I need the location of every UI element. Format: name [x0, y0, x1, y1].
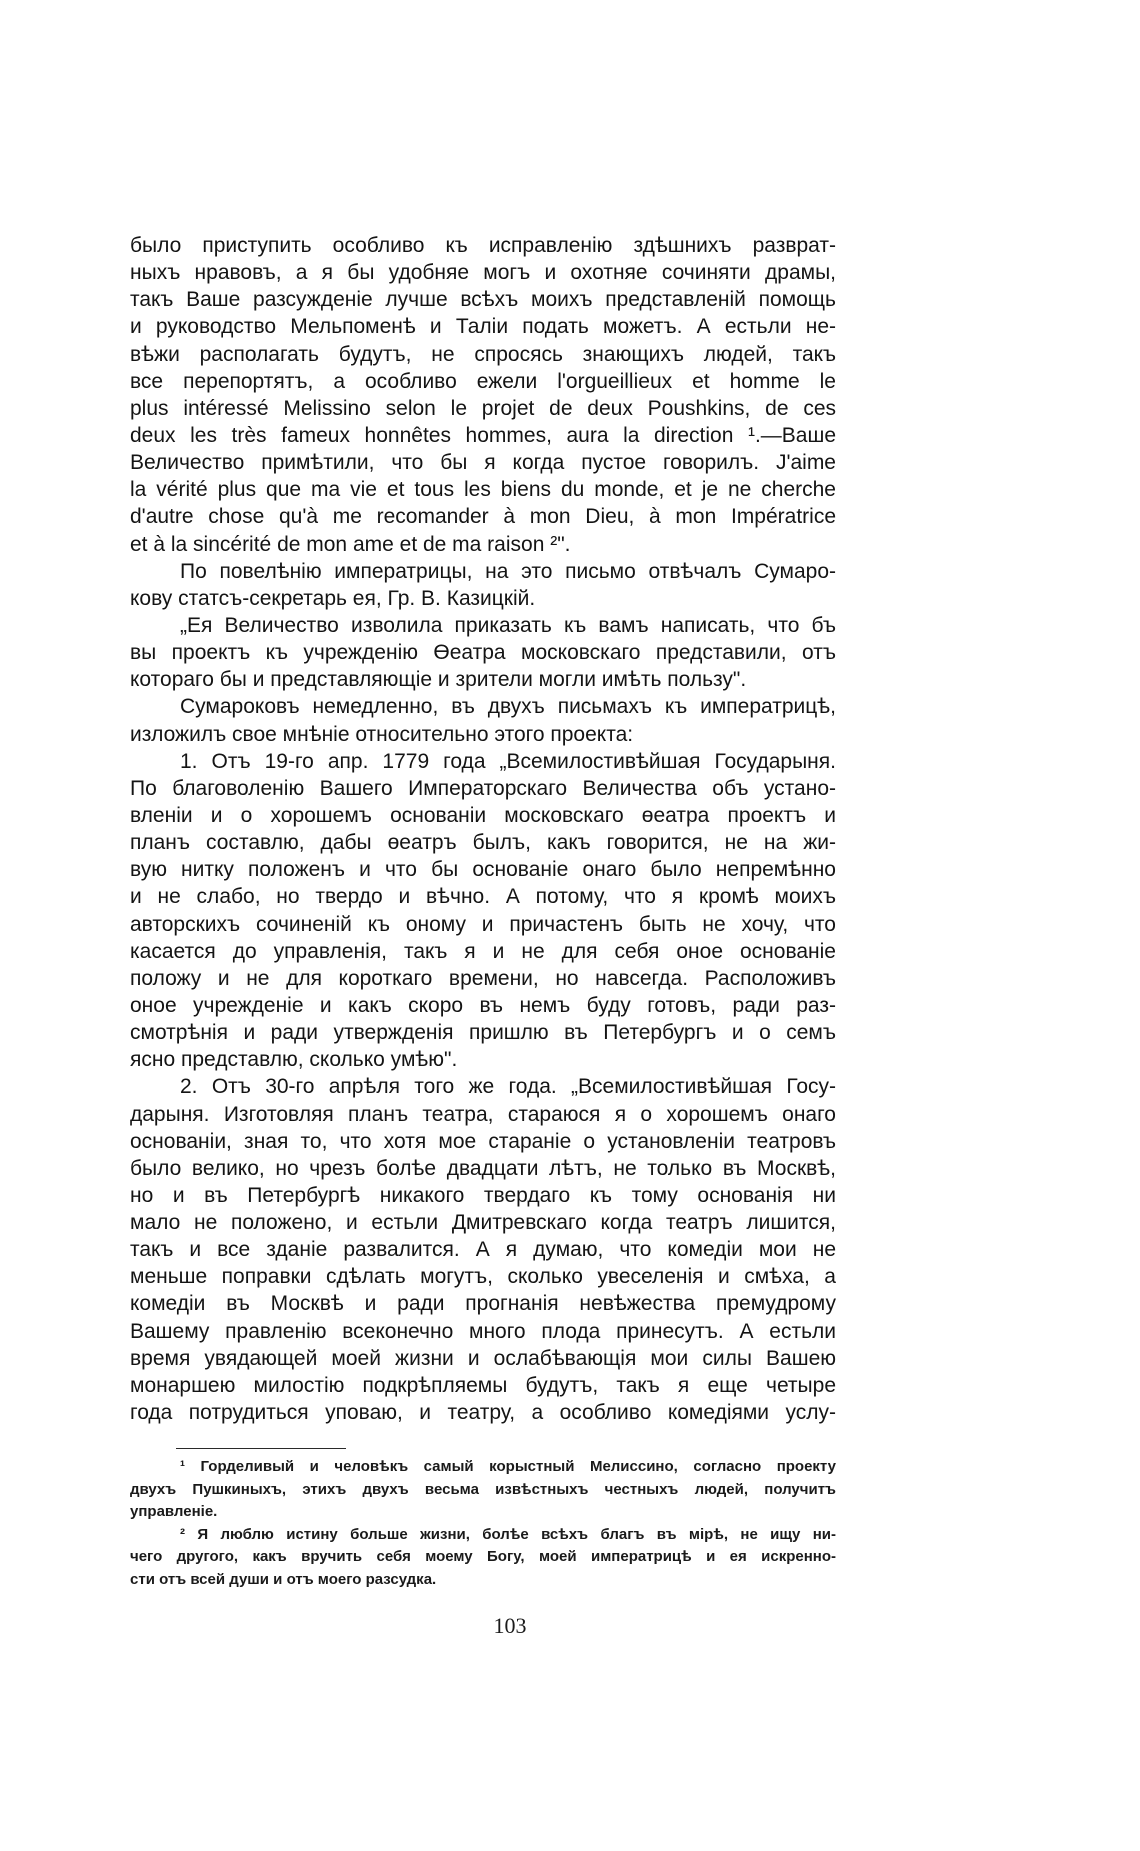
footnote-line: ² Я люблю истину больше жизни, болѣе всѣхъ благъ въ мірѣ, не ищу ни-: [180, 1525, 836, 1543]
text-line: планъ составлю, дабы өеатръ былъ, какъ говорится, не на жи-: [130, 831, 836, 855]
text-line: По повелѣнію императрицы, на это письмо отвѣчалъ Сумаро-: [180, 559, 836, 583]
text-line: авторскихъ сочиненій къ оному и причастенъ быть не хочу, что: [130, 912, 836, 936]
footnote-line: двухъ Пушкиныхъ, этихъ двухъ весьма извѣстныхъ честныхъ людей, получитъ: [130, 1480, 836, 1498]
text-line: время увядающей моей жизни и ослабѣвающія мои силы Вашею: [130, 1346, 836, 1370]
text-line: дарыня. Изготовляя планъ театра, стараюся я о хорошемъ онаго: [130, 1102, 836, 1126]
text-line: меньше поправки сдѣлать могутъ, сколько увеселенія и смѣха, а: [130, 1265, 836, 1289]
text-line: котораго бы и представляющіе и зрители могли имѣть пользу".: [130, 668, 747, 692]
text-line: мало не положено, и естьли Дмитревскаго когда театръ лишится,: [130, 1211, 836, 1235]
text-line: et à la sincérité de mon ame et de ma raison ²".: [130, 532, 571, 556]
text-line: 2. Отъ 30-го апрѣля того же года. „Всемилостивѣйшая Госу-: [180, 1075, 836, 1099]
text-line: вѣжи располагать будутъ, не спросясь знающихъ людей, такъ: [130, 342, 836, 366]
text-line: 1. Отъ 19-го апр. 1779 года „Всемилостивѣйшая Государыня.: [180, 749, 836, 773]
text-line: касается до управленія, такъ я и не для себя оное основаніе: [130, 939, 836, 963]
text-line: года потрудиться уповаю, и театру, а особливо комедіями услу-: [130, 1401, 836, 1425]
text-line: но и въ Петербургѣ никакого твердаго къ тому основанія ни: [130, 1183, 836, 1207]
text-line: deux les très fameux honnêtes hommes, aura la direction ¹.—Ваше: [130, 423, 836, 447]
text-line: комедіи въ Москвѣ и ради прогнанія невѣжества премудрому: [130, 1292, 836, 1316]
footnote-line: чего другого, какъ вручить себя моему Богу, моей императрицѣ и ея искренно-: [130, 1548, 836, 1565]
footnote-line: управленіе.: [130, 1503, 218, 1520]
text-line: d'autre chose qu'à me recomander à mon Dieu, à mon Impératrice: [130, 505, 836, 529]
text-line: По благоволенію Вашего Императорскаго Величества объ устано-: [130, 776, 836, 800]
text-line: вую нитку положенъ и что бы основаніе онаго было непремѣнно: [130, 858, 836, 882]
text-line: Вашему правленію всеконечно много плода принесутъ. А естьли: [130, 1319, 836, 1343]
main-text: [130, 232, 836, 1426]
text-line: ныхъ нравовъ, а я бы удобняе могъ и охотняе сочиняти драмы,: [130, 261, 836, 285]
text-line: оное учрежденіе и какъ скоро въ немъ буду готовъ, ради раз-: [130, 993, 836, 1017]
footnote-line: ¹ Горделивый и человѣкъ самый корыстный Мелиссино, согласно проекту: [180, 1458, 836, 1475]
footnotes: [130, 1456, 836, 1591]
text-line: все перепортятъ, а особливо ежели l'orgueillieux et homme le: [130, 369, 836, 393]
text-line: кову статсъ-секретарь ея, Гр. В. Казицкій.: [130, 586, 536, 610]
footnote-divider: [176, 1448, 346, 1449]
footnote-line: сти отъ всей души и отъ моего разсудка.: [130, 1570, 437, 1588]
text-line: монаршею милостію подкрѣпляемы будутъ, такъ я еще четыре: [130, 1373, 836, 1397]
text-line: и не слабо, но твердо и вѣчно. А потому, что я кромѣ моихъ: [130, 885, 836, 909]
text-line: такъ и все зданіе развалится. А я думаю, что комедіи мои не: [130, 1238, 836, 1262]
text-line: la vérité plus que ma vie et tous les biens du monde, et je ne cherche: [130, 478, 836, 502]
text-line: и руководство Мельпоменѣ и Таліи подать можетъ. А естьли не-: [130, 315, 836, 339]
text-line: было приступить особливо къ исправленію здѣшнихъ разврат-: [130, 234, 836, 257]
text-line: такъ Ваше разсужденіе лучше всѣхъ моихъ представленій помощь: [130, 288, 836, 312]
text-line: ясно представлю, сколько умѣю".: [130, 1048, 458, 1072]
text-line: основаніи, зная то, что хотя мое стараніе о установленіи театровъ: [130, 1129, 836, 1153]
text-line: „Ея Величество изволила приказать къ вамъ написать, что бъ: [180, 613, 836, 637]
text-line: plus intéressé Melissino selon le projet de deux Poushkins, de ces: [130, 396, 836, 420]
text-line: вы проектъ къ учрежденію Өеатра московскаго представили, отъ: [130, 641, 836, 665]
text-line: изложилъ свое мнѣніе относительно этого проекта:: [130, 722, 634, 746]
text-line: смотрѣнія и ради утвержденія пришлю въ Петербургъ и о семъ: [130, 1021, 836, 1045]
text-line: Величество примѣтили, что бы я когда пустое говорилъ. J'aime: [130, 451, 836, 475]
text-line: положу и не для короткаго времени, но навсегда. Расположивъ: [130, 966, 836, 990]
text-line: вленіи и о хорошемъ основаніи московскаго өеатра проектъ и: [130, 803, 836, 827]
text-line: было велико, но чрезъ болѣе двадцати лѣтъ, не только въ Москвѣ,: [130, 1156, 836, 1180]
page-number: 103: [493, 1613, 527, 1638]
text-line: Сумароковъ немедленно, въ двухъ письмахъ къ императрицѣ,: [180, 695, 836, 719]
